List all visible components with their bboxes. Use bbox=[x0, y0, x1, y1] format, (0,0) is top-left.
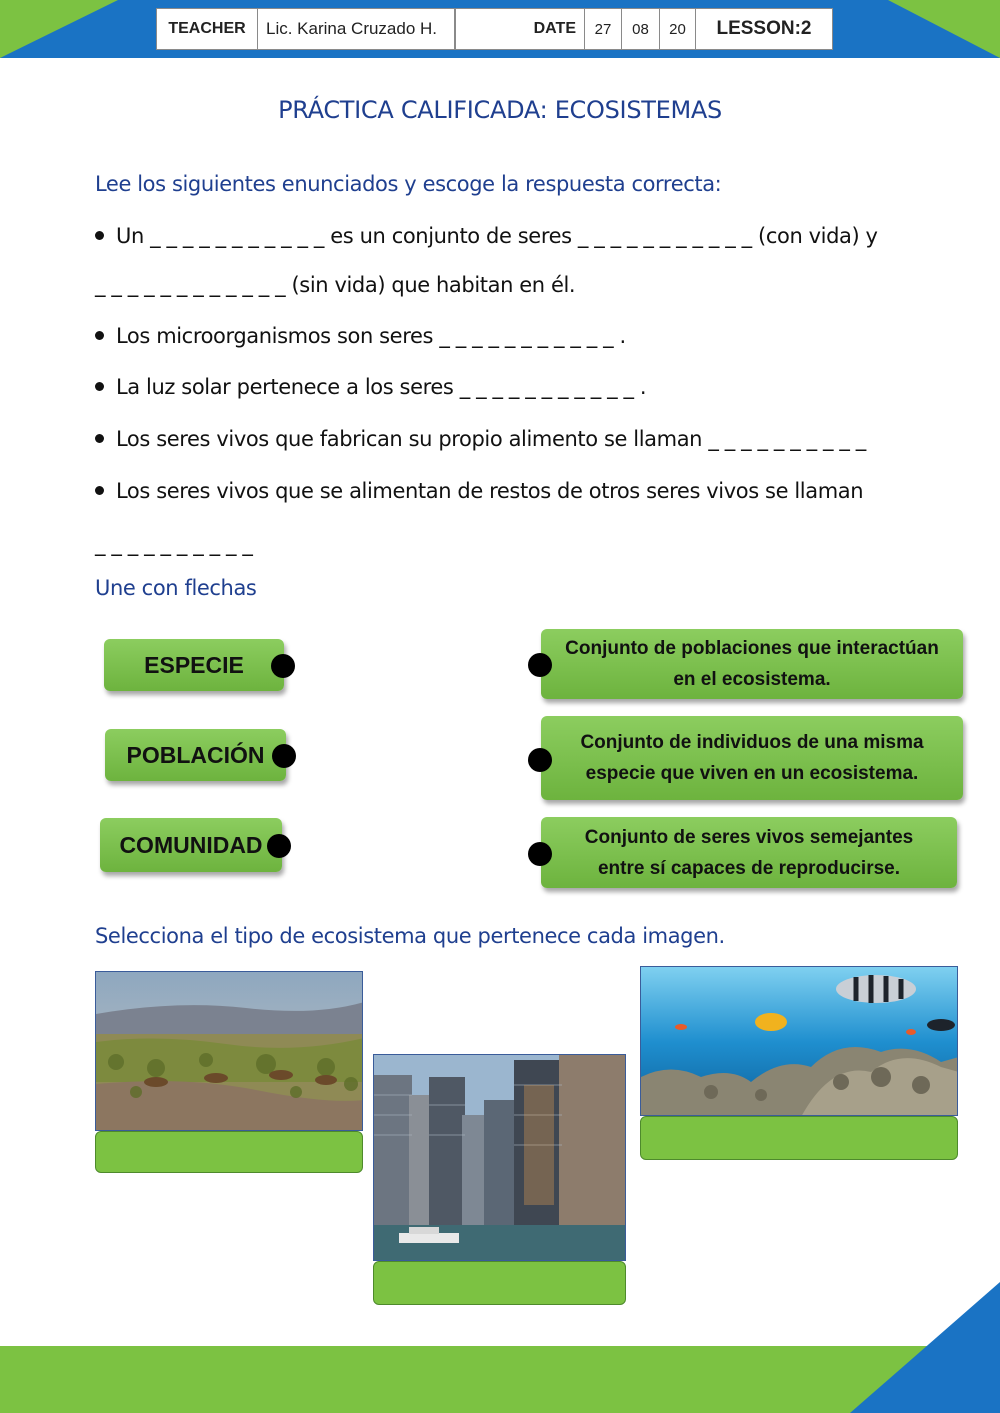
instruction-select-ecosystem: Selecciona el tipo de ecosistema que pertenece cada imagen. bbox=[95, 924, 725, 948]
statement-2 bbox=[95, 324, 626, 348]
header-right-triangle bbox=[888, 0, 1000, 58]
statement-5 bbox=[95, 479, 863, 503]
grassland-image bbox=[95, 971, 363, 1131]
answer-box-ocean[interactable] bbox=[640, 1116, 958, 1160]
statement-3-text: La luz solar pertenece a los seres _ _ _ _ _ _ _ _ _ _ _ . bbox=[116, 375, 647, 399]
statement-2-text: Los microorganismos son seres _ _ _ _ _ _ _ _ _ _ _ . bbox=[116, 324, 626, 348]
header-info-table bbox=[156, 8, 833, 50]
statement-3 bbox=[95, 375, 646, 399]
term-poblacion: POBLACIÓN bbox=[105, 729, 286, 781]
city-image bbox=[373, 1054, 626, 1261]
statement-1 bbox=[95, 224, 878, 248]
bullet-icon bbox=[95, 486, 104, 495]
date-day: 27 bbox=[585, 9, 622, 49]
teacher-name: Lic. Karina Cruzado H. bbox=[258, 9, 455, 49]
footer-corner-triangle bbox=[850, 1282, 1000, 1413]
statement-1-continued: _ _ _ _ _ _ _ _ _ _ _ _ (sin vida) que habitan en él. bbox=[95, 273, 576, 297]
match-dot-right-3[interactable] bbox=[528, 842, 552, 866]
bullet-icon bbox=[95, 382, 104, 391]
term-especie: ESPECIE bbox=[104, 639, 284, 691]
instruction-fill-blanks: Lee los siguientes enunciados y escoge la respuesta correcta: bbox=[95, 172, 722, 196]
page-title: PRÁCTICA CALIFICADA: ECOSISTEMAS bbox=[278, 96, 722, 124]
term-comunidad: COMUNIDAD bbox=[100, 818, 282, 872]
date-year: 20 bbox=[660, 9, 696, 49]
teacher-label: TEACHER bbox=[157, 9, 258, 49]
statement-4 bbox=[95, 427, 866, 451]
bullet-icon bbox=[95, 434, 104, 443]
statement-1-text: Un _ _ _ _ _ _ _ _ _ _ _ es un conjunto de seres _ _ _ _ _ _ _ _ _ _ _ (con vida) y bbox=[116, 224, 878, 248]
bullet-icon bbox=[95, 231, 104, 240]
match-dot-right-1[interactable] bbox=[528, 653, 552, 677]
date-month: 08 bbox=[622, 9, 660, 49]
answer-box-grassland[interactable] bbox=[95, 1131, 363, 1173]
header-left-triangle bbox=[0, 0, 118, 58]
instruction-match: Une con flechas bbox=[95, 576, 257, 600]
answer-box-city[interactable] bbox=[373, 1261, 626, 1305]
statement-4-text: Los seres vivos que fabrican su propio alimento se llaman _ _ _ _ _ _ _ _ _ _ bbox=[116, 427, 866, 451]
definition-3: Conjunto de seres vivos semejantes entre sí capaces de reproducirse. bbox=[541, 817, 957, 888]
ocean-image bbox=[640, 966, 958, 1116]
match-dot-right-2[interactable] bbox=[528, 748, 552, 772]
match-dot-left-1[interactable] bbox=[271, 654, 295, 678]
statement-5-blank: _ _ _ _ _ _ _ _ _ _ bbox=[95, 532, 253, 556]
lesson-label: LESSON:2 bbox=[716, 18, 812, 39]
statement-5-text: Los seres vivos que se alimentan de restos de otros seres vivos se llaman bbox=[116, 479, 864, 503]
definition-1: Conjunto de poblaciones que interactúan en el ecosistema. bbox=[541, 629, 963, 699]
bullet-icon bbox=[95, 331, 104, 340]
match-dot-left-3[interactable] bbox=[267, 834, 291, 858]
date-label: DATE bbox=[455, 9, 585, 49]
definition-2: Conjunto de individuos de una misma especie que viven en un ecosistema. bbox=[541, 716, 963, 800]
match-dot-left-2[interactable] bbox=[272, 744, 296, 768]
